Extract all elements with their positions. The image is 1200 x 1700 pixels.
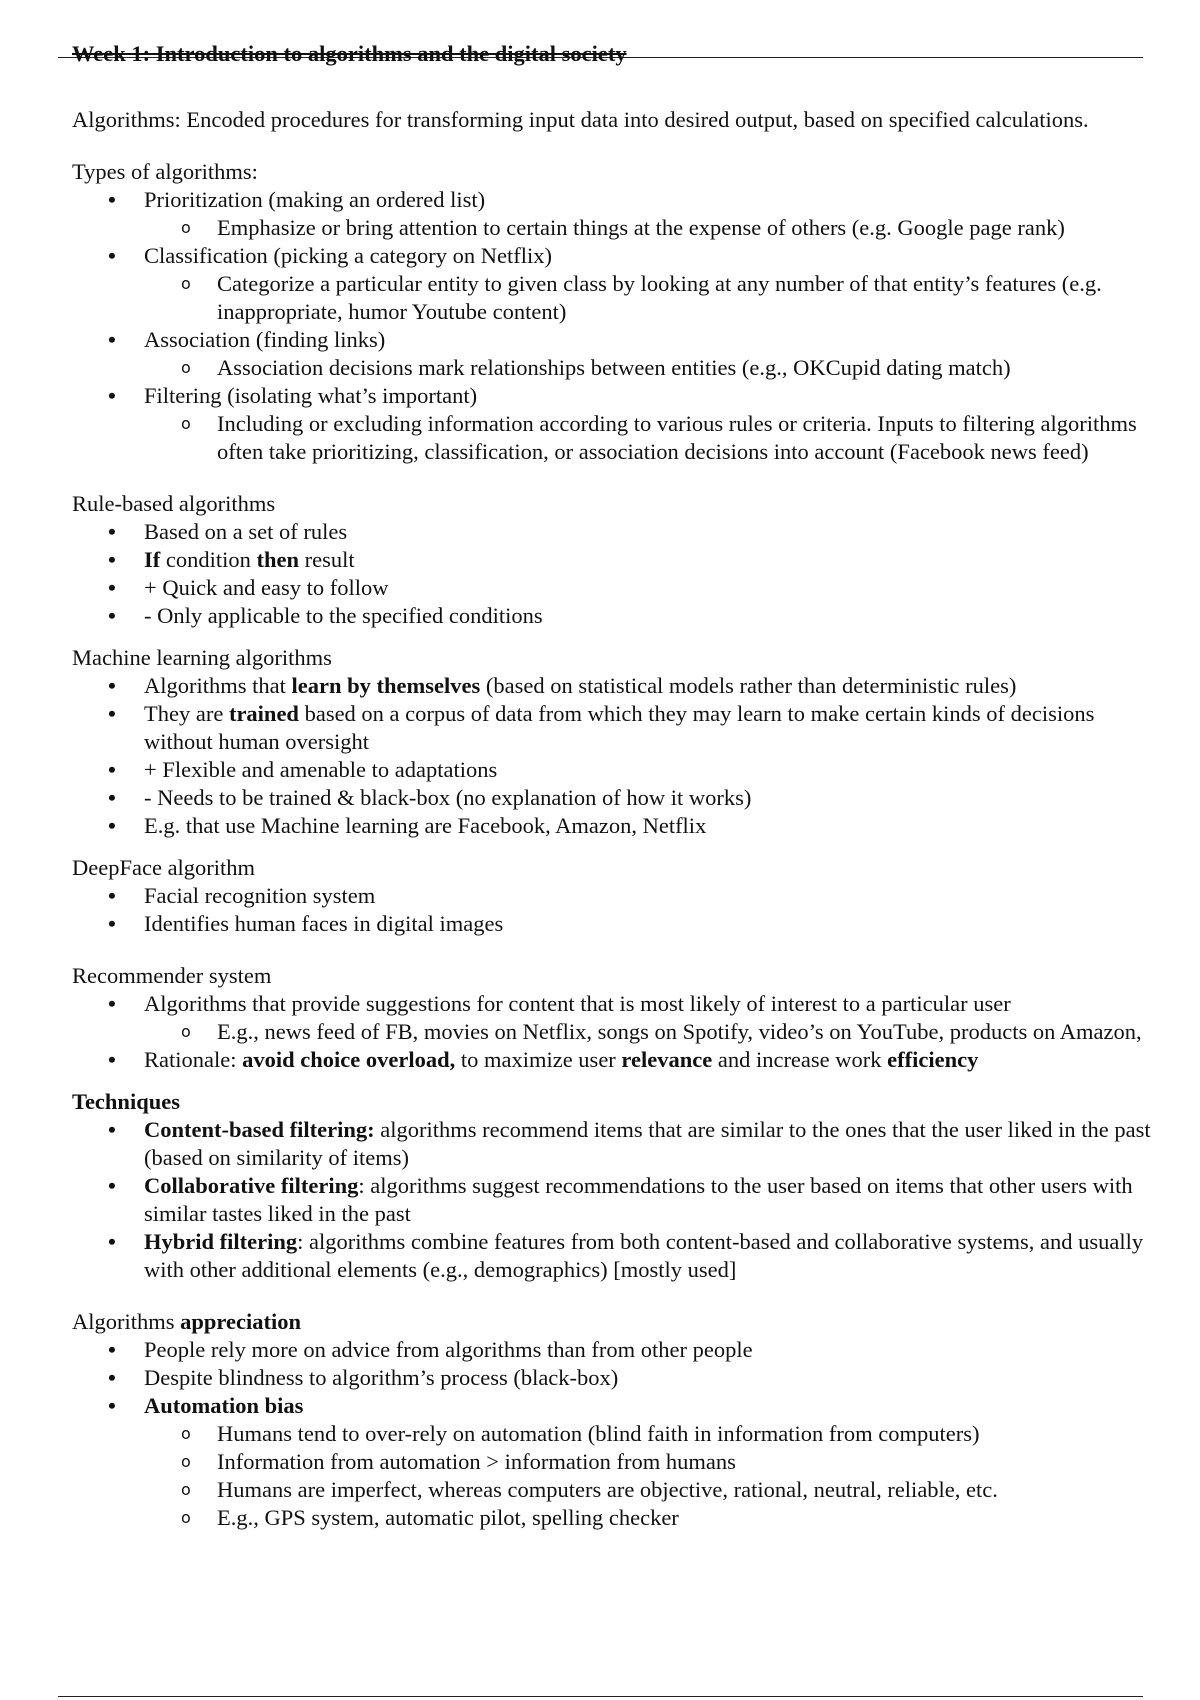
footer-rule [58, 1696, 1143, 1697]
rule-based-item: • + Quick and easy to follow [72, 574, 1152, 602]
ml-item: • Algorithms that learn by themselves (based on statistical models rather than deterministic rules) [72, 672, 1152, 700]
rule-based-item: • - Only applicable to the specified conditions [72, 602, 1152, 630]
appreciation-item: • Despite blindness to algorithm’s process (black-box) [72, 1364, 1152, 1392]
appreciation-item: • People rely more on advice from algorithms than from other people [72, 1336, 1152, 1364]
recommender-list [72, 990, 1152, 1074]
document-page [72, 40, 1152, 1532]
ml-heading: Machine learning algorithms [72, 645, 332, 670]
recommender-item: • Algorithms that provide suggestions for content that is most likely of interest to a particular user [72, 990, 1152, 1018]
recommender-item: • Rationale: avoid choice overload, to maximize user relevance and increase work efficiency [72, 1046, 1152, 1074]
rule-based-item: • Based on a set of rules [72, 518, 1152, 546]
deepface-item: • Facial recognition system [72, 882, 1152, 910]
deepface-heading: DeepFace algorithm [72, 855, 256, 880]
appreciation-item: • Automation bias [72, 1392, 1152, 1420]
types-list [72, 186, 1152, 466]
type-subitem-prioritization: o Emphasize or bring attention to certain things at the expense of others (e.g. Google page rank) [72, 214, 1152, 242]
recommender-subitem: o E.g., news feed of FB, movies on Netflix, songs on Spotify, video’s on YouTube, products on Amazon, [72, 1018, 1152, 1046]
automation-bias-subitem: o E.g., GPS system, automatic pilot, spelling checker [72, 1504, 1152, 1532]
ml-item: • They are trained based on a corpus of data from which they may learn to make certain kinds of decisions without human oversight [72, 700, 1152, 756]
appreciation-list [72, 1336, 1152, 1532]
type-item-classification: • Classification (picking a category on Netflix) [72, 242, 1152, 270]
ml-item: • E.g. that use Machine learning are Facebook, Amazon, Netflix [72, 812, 1152, 840]
types-heading: Types of algorithms: [72, 159, 258, 184]
type-subitem-association: o Association decisions mark relationships between entities (e.g., OKCupid dating match) [72, 354, 1152, 382]
rule-based-list [72, 518, 1152, 630]
ml-list [72, 672, 1152, 840]
type-subitem-classification: o Categorize a particular entity to given class by looking at any number of that entity’s features (e.g. inappropriate, humor Youtube content) [72, 270, 1152, 326]
deepface-item: • Identifies human faces in digital images [72, 910, 1152, 938]
appreciation-heading: Algorithms appreciation [72, 1309, 301, 1334]
deepface-list [72, 882, 1152, 938]
automation-bias-subitem: o Information from automation > information from humans [72, 1448, 1152, 1476]
rule-based-item: • If condition then result [72, 546, 1152, 574]
type-item-association: • Association (finding links) [72, 326, 1152, 354]
ml-item: • + Flexible and amenable to adaptations [72, 756, 1152, 784]
technique-item: • Content-based filtering: algorithms recommend items that are similar to the ones that the user liked in the past (based on similarity of items) [72, 1116, 1152, 1172]
technique-item: • Collaborative filtering: algorithms suggest recommendations to the user based on items that other users with similar tastes liked in the past [72, 1172, 1152, 1228]
recommender-heading: Recommender system [72, 963, 272, 988]
rule-based-heading: Rule-based algorithms [72, 491, 276, 516]
techniques-heading: Techniques [72, 1089, 180, 1114]
type-item-filtering: • Filtering (isolating what’s important) [72, 382, 1152, 410]
techniques-list [72, 1116, 1152, 1284]
automation-bias-subitem: o Humans tend to over-rely on automation (blind faith in information from computers) [72, 1420, 1152, 1448]
algorithm-definition: Algorithms: Encoded procedures for transforming input data into desired output, based on specified calculations. [72, 107, 1089, 132]
ml-item: • - Needs to be trained & black-box (no explanation of how it works) [72, 784, 1152, 812]
page-title: Week 1: Introduction to algorithms and the digital society [72, 41, 627, 66]
type-subitem-filtering: o Including or excluding information according to various rules or criteria. Inputs to filtering algorithms often take prioritizing, classification, or association decisions into account (Facebook news feed) [72, 410, 1152, 466]
automation-bias-subitem: o Humans are imperfect, whereas computers are objective, rational, neutral, reliable, etc. [72, 1476, 1152, 1504]
technique-item: • Hybrid filtering: algorithms combine features from both content-based and collaborative systems, and usually with other additional elements (e.g., demographics) [mostly used] [72, 1228, 1152, 1284]
type-item-prioritization: • Prioritization (making an ordered list) [72, 186, 1152, 214]
